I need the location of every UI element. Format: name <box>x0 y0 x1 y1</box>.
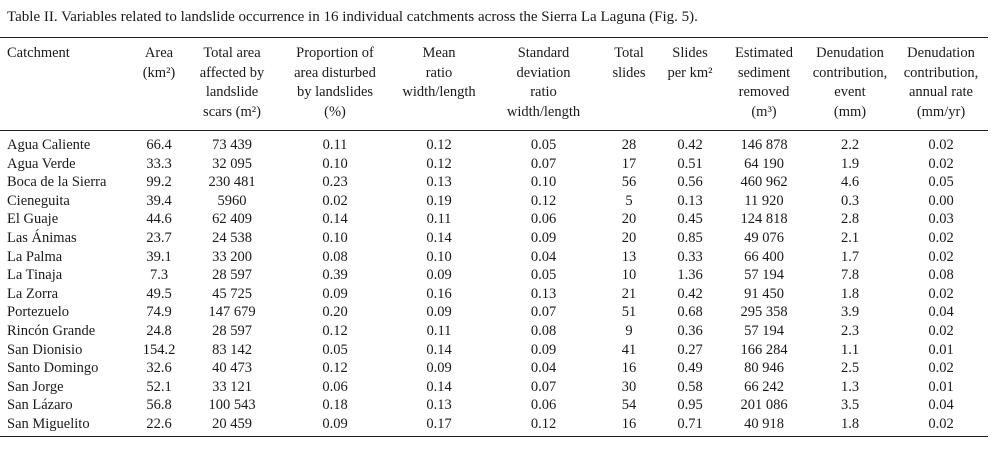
table-cell-total-slides: 56 <box>621 174 637 191</box>
table-cell-total-area-affected: 230 481 <box>208 174 256 191</box>
table-cell-mean-ratio: 0.12 <box>426 137 452 153</box>
column-header-denudation-annual <box>894 38 988 131</box>
column-header-sediment-removed <box>722 38 806 131</box>
column-header-line: Standard <box>517 45 570 61</box>
table-cell-sediment-removed: 295 358 <box>740 304 788 321</box>
table-cell-proportion-disturbed: 0.23 <box>322 174 348 191</box>
catchment-name-cell: Agua Verde <box>7 155 76 172</box>
table-cell-denudation-annual: 0.02 <box>928 137 954 153</box>
table-cell-mean-ratio: 0.14 <box>426 378 452 395</box>
landslide-table <box>0 37 988 437</box>
table-row <box>0 378 988 397</box>
table-cell-denudation-annual: 0.02 <box>928 155 954 172</box>
column-header-line: Total area <box>203 45 261 61</box>
table-cell-mean-ratio: 0.17 <box>391 415 487 436</box>
table-cell-slides-per-km2: 0.45 <box>677 211 703 228</box>
table-cell-area: 74.9 <box>146 304 172 321</box>
table-cell-denudation-event: 1.9 <box>840 155 860 172</box>
table-cell-total-slides: 28 <box>621 137 637 153</box>
column-header-total-area-affected <box>185 38 279 131</box>
table-cell-slides-per-km2: 0.85 <box>677 229 703 246</box>
table-cell-denudation-event: 1.3 <box>840 378 860 395</box>
table-body <box>0 131 988 437</box>
table-cell-total-slides: 16 <box>600 415 658 436</box>
table-cell-total-slides: 13 <box>621 248 637 265</box>
table-cell-mean-ratio: 0.16 <box>426 285 452 302</box>
table-cell-mean-ratio: 0.13 <box>426 397 452 414</box>
table-cell-denudation-event: 2.2 <box>840 137 860 153</box>
table-cell-proportion-disturbed: 0.09 <box>279 415 391 436</box>
table-cell-proportion-disturbed: 0.39 <box>322 267 348 284</box>
column-header-total-slides <box>600 38 658 131</box>
table-cell-area: 23.7 <box>146 229 172 246</box>
table-cell-denudation-event: 1.8 <box>806 415 894 436</box>
table-cell-slides-per-km2: 0.49 <box>677 360 703 377</box>
table-cell-total-area-affected: 33 121 <box>212 378 252 395</box>
table-cell-sediment-removed: 64 190 <box>744 155 784 172</box>
table-cell-std-ratio: 0.05 <box>530 267 557 284</box>
table-cell-mean-ratio: 0.12 <box>426 155 452 172</box>
table-cell-denudation-annual: 0.01 <box>928 341 954 358</box>
column-header-line: area disturbed <box>294 64 376 81</box>
table-cell-proportion-disturbed: 0.09 <box>322 285 348 302</box>
table-cell-area: 44.6 <box>146 211 172 228</box>
table-cell-area: 99.2 <box>146 174 172 191</box>
header-row <box>0 38 988 131</box>
table-row <box>0 396 988 415</box>
table-cell-mean-ratio: 0.09 <box>426 267 452 284</box>
table-cell-slides-per-km2: 0.51 <box>677 155 703 172</box>
column-header-line: Area <box>144 45 174 61</box>
table-cell-slides-per-km2: 1.36 <box>677 267 703 284</box>
table-cell-proportion-disturbed: 0.08 <box>322 248 348 265</box>
table-cell-std-ratio: 0.12 <box>487 415 600 436</box>
catchment-name-cell: La Zorra <box>7 285 59 302</box>
table-cell-denudation-event: 4.6 <box>840 174 860 191</box>
table-cell-std-ratio: 0.07 <box>530 304 557 321</box>
table-cell-proportion-disturbed: 0.14 <box>322 211 348 228</box>
table-cell-sediment-removed: 66 400 <box>744 248 784 265</box>
table-cell-total-area-affected: 33 200 <box>212 248 252 265</box>
table-row <box>0 248 988 267</box>
table-cell-proportion-disturbed: 0.12 <box>322 360 348 377</box>
column-header-line: Proportion of <box>296 45 374 61</box>
table-row <box>0 173 988 192</box>
column-header-area <box>133 38 185 131</box>
table-cell-denudation-annual: 0.02 <box>894 415 988 436</box>
table-cell-denudation-event: 3.9 <box>840 304 860 321</box>
table-row <box>0 192 988 211</box>
table-cell-sediment-removed: 146 878 <box>740 137 788 153</box>
table-cell-slides-per-km2: 0.68 <box>677 304 703 321</box>
column-header-denudation-event <box>806 38 894 131</box>
column-header-line: contribution, <box>903 64 979 81</box>
table-cell-total-slides: 5 <box>625 192 633 209</box>
table-cell-total-area-affected: 83 142 <box>212 341 252 358</box>
table-cell-proportion-disturbed: 0.12 <box>322 322 348 339</box>
table-cell-mean-ratio: 0.14 <box>426 229 452 246</box>
table-row <box>0 341 988 360</box>
table-cell-denudation-annual: 0.04 <box>928 397 954 414</box>
table-cell-area: 32.6 <box>146 360 172 377</box>
table-cell-sediment-removed: 80 946 <box>744 360 784 377</box>
table-cell-sediment-removed: 91 450 <box>744 285 784 302</box>
table-cell-total-slides: 41 <box>621 341 637 358</box>
table-cell-std-ratio: 0.06 <box>530 397 557 414</box>
table-row <box>0 415 988 436</box>
column-header-line: (mm/yr) <box>916 103 966 120</box>
table-cell-area: 39.4 <box>146 192 172 209</box>
table-cell-std-ratio: 0.07 <box>530 378 557 395</box>
column-header-line: event <box>834 84 866 100</box>
column-header-line: removed <box>738 84 790 100</box>
column-header-line: Slides <box>672 45 708 61</box>
table-cell-total-slides: 17 <box>621 155 637 172</box>
table-row <box>0 266 988 285</box>
column-header-proportion-disturbed <box>279 38 391 131</box>
table-cell-proportion-disturbed: 0.11 <box>322 137 348 153</box>
table-row <box>0 322 988 341</box>
catchment-name-cell: Cieneguita <box>7 192 70 209</box>
column-header-line: affected by <box>199 64 265 81</box>
table-cell-sediment-removed: 11 920 <box>744 192 784 209</box>
column-header-line: ratio <box>530 84 557 100</box>
column-header-std-ratio <box>487 38 600 131</box>
table-cell-total-slides: 30 <box>621 378 637 395</box>
table-row <box>0 155 988 174</box>
table-cell-area: 39.1 <box>146 248 172 265</box>
table-cell-mean-ratio: 0.09 <box>426 360 452 377</box>
table-cell-denudation-event: 2.8 <box>840 211 860 228</box>
table-cell-denudation-event: 1.8 <box>840 285 860 302</box>
table-cell-std-ratio: 0.10 <box>530 174 557 191</box>
table-cell-proportion-disturbed: 0.05 <box>322 341 348 358</box>
table-cell-total-slides: 16 <box>621 360 637 377</box>
table-row <box>0 229 988 248</box>
table-cell-denudation-annual: 0.05 <box>928 174 954 191</box>
table-cell-denudation-annual: 0.02 <box>928 285 954 302</box>
column-header-line: scars (m²) <box>203 103 261 120</box>
table-cell-total-area-affected: 40 473 <box>212 360 252 377</box>
catchment-name-cell: Santo Domingo <box>7 360 99 377</box>
table-cell-total-slides: 20 <box>621 229 637 246</box>
table-cell-total-area-affected: 5960 <box>217 192 247 209</box>
table-cell-area: 154.2 <box>142 341 176 358</box>
table-cell-std-ratio: 0.04 <box>530 360 557 377</box>
column-header-line: Estimated <box>735 45 793 61</box>
column-header-line: Catchment <box>7 45 70 61</box>
catchment-name-cell: Boca de la Sierra <box>7 174 107 191</box>
table-cell-denudation-event: 2.5 <box>840 360 860 377</box>
table-cell-area: 22.6 <box>133 415 185 436</box>
table-cell-slides-per-km2: 0.33 <box>677 248 703 265</box>
catchment-name-cell: La Palma <box>7 248 63 265</box>
table-cell-denudation-event: 7.8 <box>840 267 860 284</box>
table-cell-sediment-removed: 460 962 <box>740 174 788 191</box>
column-header-line: width/length <box>402 84 476 100</box>
column-header-line: ratio <box>425 64 453 81</box>
table-cell-total-area-affected: 28 597 <box>212 267 252 284</box>
table-cell-sediment-removed: 166 284 <box>740 341 788 358</box>
table-cell-total-area-affected: 147 679 <box>208 304 256 321</box>
column-header-mean-ratio <box>391 38 487 131</box>
table-cell-denudation-event: 0.3 <box>840 192 860 209</box>
table-cell-total-slides: 51 <box>621 304 637 321</box>
column-header-line: (km²) <box>142 64 176 81</box>
column-header-line: slides <box>612 64 646 81</box>
table-cell-denudation-event: 1.1 <box>840 341 860 358</box>
table-row <box>0 359 988 378</box>
table-cell-mean-ratio: 0.14 <box>426 341 452 358</box>
table-row <box>0 303 988 322</box>
table-cell-total-slides: 21 <box>621 285 637 302</box>
column-header-line: by landslides <box>296 84 374 100</box>
table-cell-std-ratio: 0.04 <box>530 248 557 265</box>
table-cell-denudation-event: 3.5 <box>840 397 860 414</box>
column-header-line: Denudation <box>816 45 884 61</box>
catchment-name-cell: La Tinaja <box>7 267 63 284</box>
table-cell-total-area-affected: 62 409 <box>212 211 252 228</box>
table-cell-total-area-affected: 20 459 <box>185 415 279 436</box>
catchment-name-cell: Las Ánimas <box>7 229 77 246</box>
table-cell-slides-per-km2: 0.58 <box>677 378 703 395</box>
table-cell-area: 7.3 <box>149 267 169 284</box>
column-header-line: (m³) <box>751 103 777 120</box>
table-cell-std-ratio: 0.09 <box>530 229 557 246</box>
table-cell-denudation-annual: 0.02 <box>928 229 954 246</box>
table-cell-sediment-removed: 40 918 <box>722 415 806 436</box>
column-header-line: Denudation <box>907 45 975 61</box>
table-cell-denudation-annual: 0.02 <box>928 360 954 377</box>
table-cell-std-ratio: 0.06 <box>530 211 557 228</box>
column-header-slides-per-km2 <box>658 38 722 131</box>
table-cell-total-area-affected: 28 597 <box>212 322 252 339</box>
column-header-line: sediment <box>737 64 791 81</box>
table-cell-mean-ratio: 0.13 <box>426 174 452 191</box>
table-caption: Table II. Variables related to landslide occurrence in 16 individual catchments across the Sierra La Laguna (Fig. 5). <box>7 9 698 25</box>
column-header-line: contribution, <box>812 64 888 81</box>
catchment-name-cell: Rincón Grande <box>7 322 96 339</box>
catchment-name-cell: Portezuelo <box>7 304 70 321</box>
table-cell-slides-per-km2: 0.13 <box>677 192 703 209</box>
table-cell-std-ratio: 0.08 <box>530 322 557 339</box>
table-cell-proportion-disturbed: 0.06 <box>322 378 348 395</box>
table-cell-area: 66.4 <box>146 137 172 153</box>
table-cell-proportion-disturbed: 0.20 <box>322 304 348 321</box>
table-row <box>0 285 988 304</box>
column-header-line: Mean <box>422 45 456 61</box>
table-cell-denudation-annual: 0.02 <box>928 322 954 339</box>
column-header-line: (%) <box>324 103 346 120</box>
column-header-line: Total <box>614 45 644 61</box>
table-cell-std-ratio: 0.12 <box>530 192 557 209</box>
table-cell-proportion-disturbed: 0.18 <box>322 397 348 414</box>
table-cell-sediment-removed: 57 194 <box>744 267 784 284</box>
table-cell-sediment-removed: 201 086 <box>740 397 788 414</box>
column-header-line: width/length <box>506 103 581 120</box>
table-cell-denudation-annual: 0.00 <box>928 192 954 209</box>
table-cell-std-ratio: 0.05 <box>530 137 557 153</box>
table-cell-proportion-disturbed: 0.02 <box>322 192 348 209</box>
catchment-name-cell: San Jorge <box>7 378 64 395</box>
table-cell-slides-per-km2: 0.42 <box>677 137 703 153</box>
column-header-line: annual rate <box>908 84 973 100</box>
table-cell-denudation-event: 1.7 <box>840 248 860 265</box>
table-cell-total-area-affected: 100 543 <box>208 397 256 414</box>
table-cell-denudation-event: 2.3 <box>840 322 860 339</box>
column-header-catchment <box>0 38 133 131</box>
table-cell-std-ratio: 0.09 <box>530 341 557 358</box>
table-cell-proportion-disturbed: 0.10 <box>322 229 348 246</box>
table-cell-denudation-event: 2.1 <box>840 229 860 246</box>
column-header-line: (mm) <box>833 103 867 120</box>
table-cell-area: 33.3 <box>146 155 172 172</box>
table-cell-mean-ratio: 0.10 <box>426 248 452 265</box>
table-cell-mean-ratio: 0.11 <box>426 322 452 339</box>
table-cell-mean-ratio: 0.09 <box>426 304 452 321</box>
table-cell-sediment-removed: 124 818 <box>740 211 788 228</box>
table-cell-slides-per-km2: 0.36 <box>677 322 703 339</box>
table-cell-area: 49.5 <box>146 285 172 302</box>
table-cell-total-area-affected: 32 095 <box>212 155 252 172</box>
table-cell-area: 52.1 <box>146 378 172 395</box>
table-cell-proportion-disturbed: 0.10 <box>322 155 348 172</box>
catchment-name-cell: El Guaje <box>7 211 59 228</box>
table-cell-total-area-affected: 45 725 <box>212 285 252 302</box>
table-cell-area: 56.8 <box>146 397 172 414</box>
table-cell-sediment-removed: 66 242 <box>744 378 784 395</box>
table-cell-sediment-removed: 57 194 <box>744 322 784 339</box>
table-cell-std-ratio: 0.13 <box>530 285 557 302</box>
table-cell-std-ratio: 0.07 <box>530 155 557 172</box>
table-cell-total-area-affected: 73 439 <box>212 137 252 153</box>
table-cell-denudation-annual: 0.04 <box>928 304 954 321</box>
table-row <box>0 131 988 155</box>
column-header-line: landslide <box>205 84 259 100</box>
column-header-line: per km² <box>667 64 713 81</box>
catchment-name-cell: Agua Caliente <box>7 137 91 153</box>
table-cell-sediment-removed: 49 076 <box>744 229 784 246</box>
table-cell-mean-ratio: 0.19 <box>426 192 452 209</box>
table-cell-denudation-annual: 0.03 <box>928 211 954 228</box>
table-cell-denudation-annual: 0.02 <box>928 248 954 265</box>
table-cell-slides-per-km2: 0.95 <box>677 397 703 414</box>
table-cell-slides-per-km2: 0.71 <box>658 415 722 436</box>
table-cell-denudation-annual: 0.01 <box>928 378 954 395</box>
table-cell-total-slides: 10 <box>621 267 637 284</box>
column-header-line: deviation <box>516 64 571 81</box>
table-cell-total-slides: 20 <box>621 211 637 228</box>
table-cell-denudation-annual: 0.08 <box>928 267 954 284</box>
table-cell-area: 24.8 <box>146 322 172 339</box>
table-cell-mean-ratio: 0.11 <box>426 211 452 228</box>
table-cell-slides-per-km2: 0.42 <box>677 285 703 302</box>
table-cell-slides-per-km2: 0.27 <box>677 341 703 358</box>
table-cell-total-area-affected: 24 538 <box>212 229 252 246</box>
table-cell-total-slides: 9 <box>625 322 633 339</box>
catchment-name-cell: San Dionisio <box>7 341 83 358</box>
table-cell-total-slides: 54 <box>621 397 637 414</box>
table-cell-slides-per-km2: 0.56 <box>677 174 703 191</box>
catchment-name-cell: San Lázaro <box>7 397 73 414</box>
catchment-name-cell: San Miguelito <box>0 415 133 436</box>
table-row <box>0 210 988 229</box>
